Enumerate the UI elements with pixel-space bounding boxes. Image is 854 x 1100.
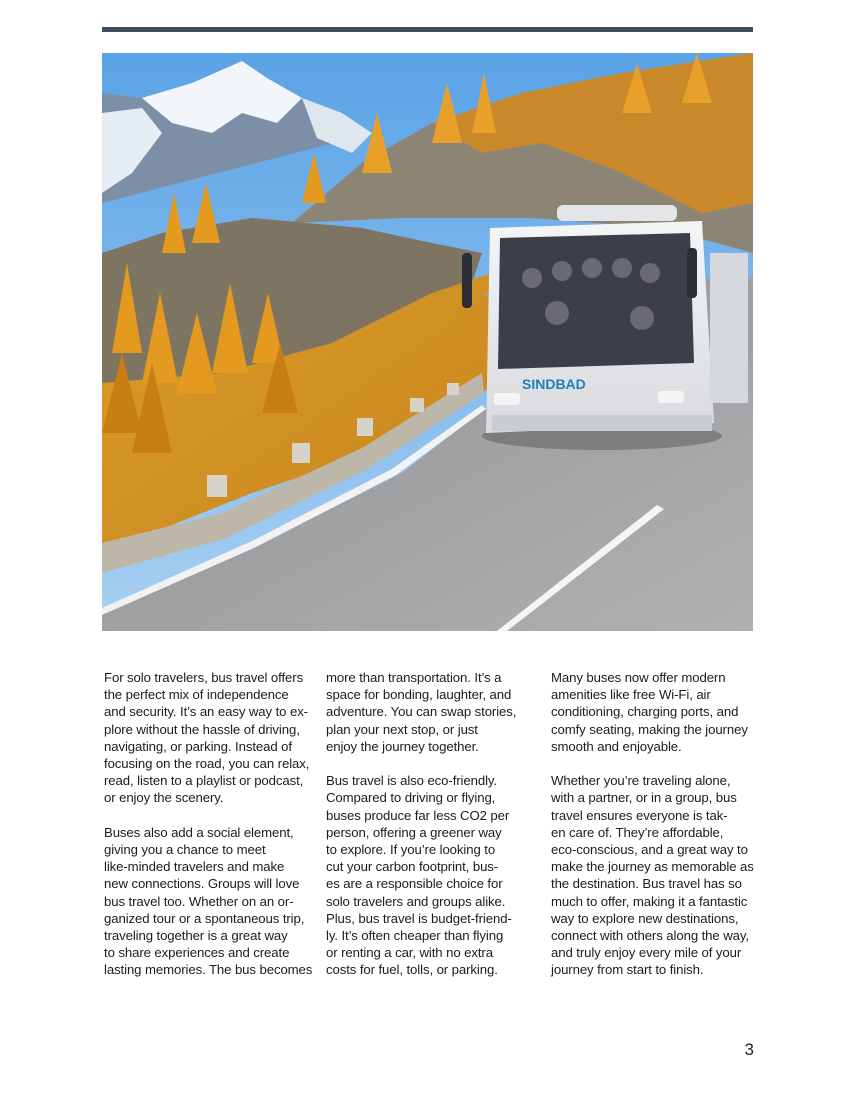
top-rule — [102, 27, 753, 32]
page-number: 3 — [744, 1040, 754, 1059]
paragraph: For solo travelers, bus travel offers the perfect mix of independence and security. It’s an easy way to ex- plore without the hassle of driving, navigating, or parking. Instead of focusing on the road, you can relax, read, listen to a playlist or podcast, or enjoy the scenery. — [104, 670, 310, 806]
text-column-2 — [326, 669, 534, 979]
paragraph: more than transportation. It’s a space for bonding, laughter, and adventure. You can swap stories, plan your next stop, or just enjoy the journey together. — [326, 670, 517, 754]
bus-brand-text: SINDBAD — [522, 376, 586, 392]
text-column-1 — [104, 669, 312, 979]
text-column-3 — [551, 669, 759, 979]
bus-on-mountain-road-image — [102, 53, 753, 631]
paragraph: Whether you’re traveling alone, with a partner, or in a group, bus travel ensures everyone is tak- en care of. They’re affordable, eco-conscious, and a great way to make the journey as memorable as the destination. Bus travel has so much to offer, making it a fantastic way to explore new destinations, connect with others along the way, and truly enjoy every mile of your journey from start to finish. — [551, 773, 754, 978]
bus-photo — [102, 53, 753, 631]
paragraph: Many buses now offer modern amenities like free Wi-Fi, air conditioning, charging ports, and comfy seating, making the journey smooth and enjoyable. — [551, 670, 748, 754]
paragraph: Bus travel is also eco-friendly. Compared to driving or flying, buses produce far less CO2 per person, offering a greener way to explore. If you’re looking to cut your carbon footprint, bus- es are a responsible choice for solo travelers and groups alike. Plus, bus travel is budget-friend- ly. It’s often cheaper than flying or renting a car, with no extra costs for fuel, tolls, or parking. — [326, 773, 512, 978]
paragraph: Buses also add a social element, giving you a chance to meet like-minded travelers and make new connections. Groups will love bus travel too. Whether on an or- ganized tour or a spontaneous trip, traveling together is a great way to share experiences and create lasting memories. The bus becomes — [104, 824, 313, 978]
